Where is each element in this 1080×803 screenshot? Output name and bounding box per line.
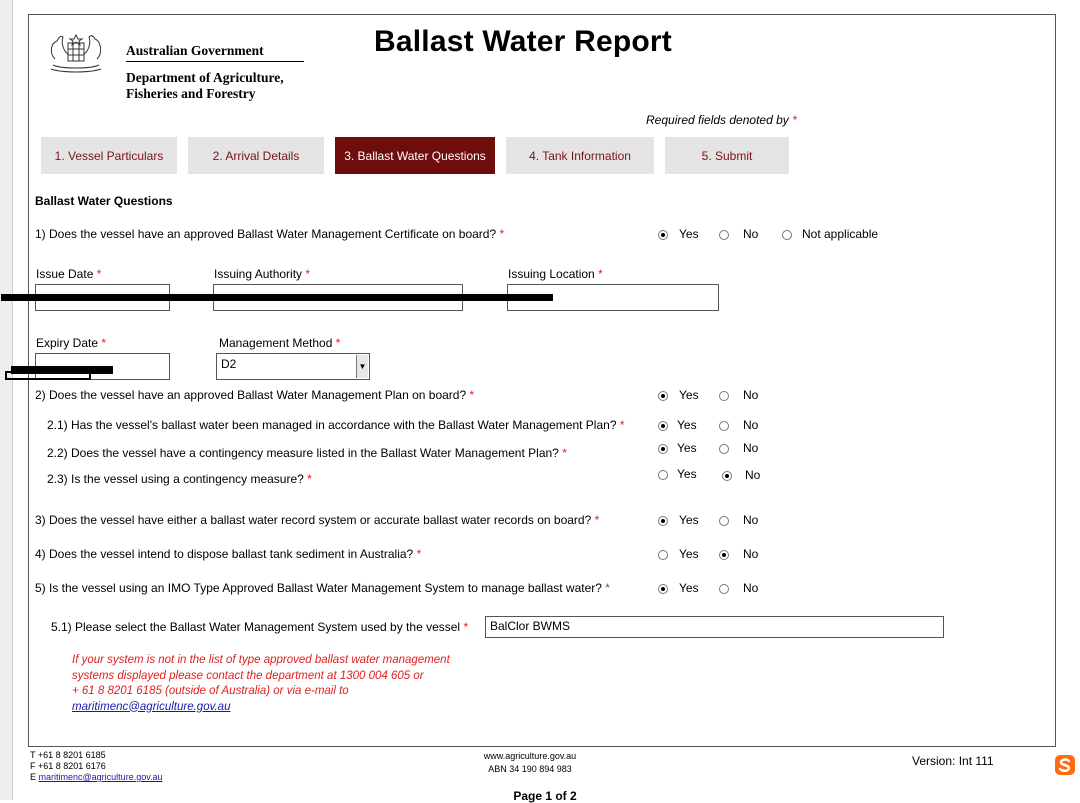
q2-no-label: No: [743, 388, 759, 402]
required-note-text: Required fields denoted by: [646, 113, 789, 127]
q2-3-yes-radio[interactable]: [658, 470, 668, 480]
q2-2-yes-label: Yes: [677, 441, 697, 455]
required-star: *: [101, 336, 107, 350]
government-name: Australian Government: [126, 43, 264, 58]
footer-email-link[interactable]: maritimenc@agriculture.gov.au: [38, 772, 163, 782]
q1-no-radio[interactable]: [719, 230, 729, 240]
question-2-3: [47, 472, 312, 486]
contact-email-link[interactable]: maritimenc@agriculture.gov.au: [72, 700, 231, 713]
q4-no-radio[interactable]: [719, 550, 729, 560]
version-label: Version: Int 111: [912, 754, 994, 768]
bwms-select-input[interactable]: BalClor BWMS: [485, 616, 944, 638]
issuing-location-label-text: Issuing Location: [508, 267, 595, 281]
question-2-text: 2) Does the vessel have an approved Ballast Water Management Plan on board?: [35, 388, 467, 402]
redaction-bar: [1, 294, 553, 301]
question-5-1-text: 5.1) Please select the Ballast Water Management System used by the vessel: [51, 620, 461, 634]
question-5: [35, 581, 610, 595]
question-2-2: [47, 446, 567, 460]
question-4: [35, 547, 421, 561]
expiry-date-label-text: Expiry Date: [36, 336, 99, 350]
q4-no-label: No: [743, 547, 759, 561]
footer-email-row: [30, 772, 163, 783]
footer-abn: ABN 34 190 894 983: [488, 764, 572, 774]
question-2: [35, 388, 474, 402]
redaction-outline: [5, 371, 91, 380]
q3-no-radio[interactable]: [719, 516, 729, 526]
tab-tank-information[interactable]: 4. Tank Information: [506, 137, 654, 174]
department-name: [126, 70, 284, 102]
required-star: *: [463, 620, 469, 634]
q5-yes-label: Yes: [679, 581, 699, 595]
q5-no-radio[interactable]: [719, 584, 729, 594]
contact-note-line2: systems displayed please contact the department at 1300 004 605 or: [72, 669, 424, 682]
q2-1-no-label: No: [743, 418, 759, 432]
required-star: *: [792, 113, 797, 127]
issuing-location-label: [508, 267, 603, 281]
department-name-line2: Fisheries and Forestry: [126, 86, 256, 101]
q2-3-no-radio[interactable]: [722, 471, 732, 481]
issue-date-label: [36, 267, 101, 281]
question-5-text: 5) Is the vessel using an IMO Type Approved Ballast Water Management System to manage ballast water?: [35, 581, 602, 595]
left-scroll-gutter: [0, 0, 13, 800]
q2-yes-radio[interactable]: [658, 391, 668, 401]
q2-1-no-radio[interactable]: [719, 421, 729, 431]
q2-no-radio[interactable]: [719, 391, 729, 401]
question-5-1: [51, 620, 468, 634]
q2-yes-label: Yes: [679, 388, 699, 402]
q2-1-yes-radio[interactable]: [658, 421, 668, 431]
management-method-label-text: Management Method: [219, 336, 333, 350]
coat-of-arms-icon: [43, 29, 109, 77]
q2-3-no-label: No: [745, 468, 761, 482]
form-page: [28, 14, 1056, 747]
section-title: Ballast Water Questions: [35, 194, 173, 208]
required-star: *: [307, 472, 312, 486]
question-4-text: 4) Does the vessel intend to dispose ballast tank sediment in Australia?: [35, 547, 414, 561]
required-fields-note: [646, 113, 797, 127]
required-star: *: [335, 336, 341, 350]
question-2-1: [47, 418, 625, 432]
management-method-select[interactable]: [216, 353, 370, 380]
dropdown-arrow-icon[interactable]: ▼: [356, 355, 368, 378]
question-2-1-text: 2.1) Has the vessel's ballast water been managed in accordance with the Ballast Water Management Plan?: [47, 418, 617, 432]
footer-website: www.agriculture.gov.au: [483, 751, 577, 761]
q1-no-label: No: [743, 227, 759, 241]
q3-no-label: No: [743, 513, 759, 527]
question-1-text: 1) Does the vessel have an approved Ballast Water Management Certificate on board?: [35, 227, 497, 241]
issue-date-label-text: Issue Date: [36, 267, 94, 281]
question-3-text: 3) Does the vessel have either a ballast water record system or accurate ballast water records on board?: [35, 513, 592, 527]
q4-yes-radio[interactable]: [658, 550, 668, 560]
page-title: Ballast Water Report: [374, 25, 672, 58]
footer-web: [440, 750, 620, 776]
required-star: *: [619, 418, 625, 432]
q4-yes-label: Yes: [679, 547, 699, 561]
header-divider: [126, 61, 304, 62]
footer-email-prefix: E: [30, 772, 37, 782]
issuing-authority-label: [214, 267, 310, 281]
contact-note: [72, 653, 522, 715]
q3-yes-radio[interactable]: [658, 516, 668, 526]
required-star: *: [594, 513, 600, 527]
app-logo-icon[interactable]: [1054, 754, 1076, 776]
tab-arrival-details[interactable]: 2. Arrival Details: [188, 137, 324, 174]
q1-not-applicable-radio[interactable]: [782, 230, 792, 240]
footer-fax: F +61 8 8201 6176: [30, 761, 106, 771]
q2-1-yes-label: Yes: [677, 418, 697, 432]
footer-phone: T +61 8 8201 6185: [30, 750, 106, 760]
page-number: Page 1 of 2: [513, 789, 577, 803]
contact-note-line3: + 61 8 8201 6185 (outside of Australia) or via e-mail to: [72, 685, 349, 697]
q5-no-label: No: [743, 581, 759, 595]
management-method-value: D2: [221, 357, 237, 371]
required-star: *: [416, 547, 422, 561]
required-star: *: [499, 227, 505, 241]
department-name-line1: Department of Agriculture,: [126, 70, 284, 85]
required-star: *: [469, 388, 475, 402]
footer-contact: [30, 750, 163, 783]
expiry-date-label: [36, 336, 106, 350]
contact-note-line1: If your system is not in the list of type approved ballast water management: [72, 654, 450, 666]
question-2-3-text: 2.3) Is the vessel using a contingency measure?: [47, 472, 304, 486]
q1-yes-radio[interactable]: [658, 230, 668, 240]
q1-yes-label: Yes: [679, 227, 699, 241]
issuing-authority-label-text: Issuing Authority: [214, 267, 303, 281]
tab-vessel-particulars[interactable]: 1. Vessel Particulars: [41, 137, 177, 174]
q2-2-no-label: No: [743, 441, 759, 455]
required-star: *: [96, 267, 102, 281]
tab-ballast-water-questions[interactable]: 3. Ballast Water Questions: [335, 137, 495, 174]
required-star: *: [305, 267, 311, 281]
question-1: [35, 227, 504, 241]
required-star: *: [562, 446, 567, 460]
required-star: *: [598, 267, 603, 281]
tab-submit[interactable]: 5. Submit: [665, 137, 789, 174]
q5-yes-radio[interactable]: [658, 584, 668, 594]
question-2-2-text: 2.2) Does the vessel have a contingency measure listed in the Ballast Water Management Plan?: [47, 446, 559, 460]
q1-not-applicable-label: Not applicable: [802, 227, 879, 241]
q2-2-no-radio[interactable]: [719, 444, 729, 454]
q2-3-yes-label: Yes: [677, 467, 697, 481]
required-star: *: [605, 581, 610, 595]
management-method-label: [219, 336, 340, 350]
q2-2-yes-radio[interactable]: [658, 444, 668, 454]
question-3: [35, 513, 599, 527]
q3-yes-label: Yes: [679, 513, 699, 527]
